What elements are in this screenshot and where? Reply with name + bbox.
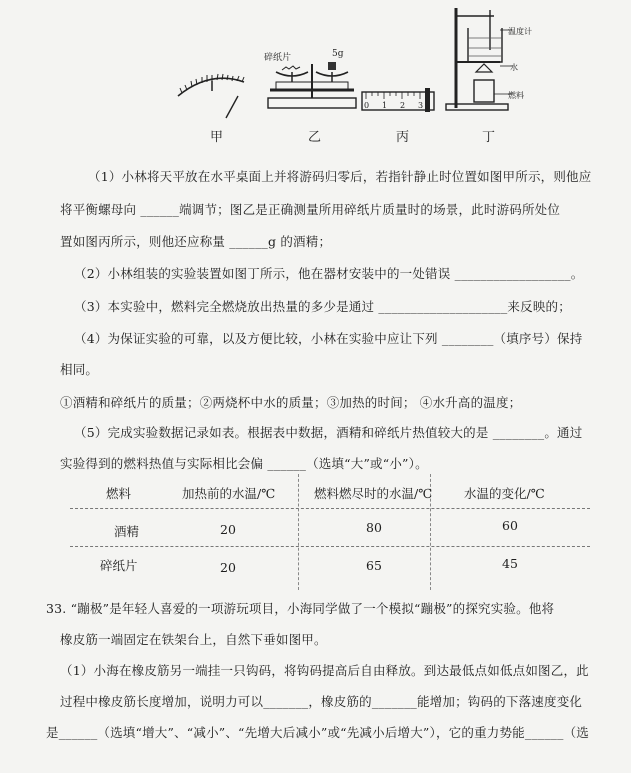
table-header-after: 燃料燃尽时的水温/℃ <box>314 486 433 501</box>
yi-label-weight: 5g <box>332 49 344 59</box>
table-cell-alcohol: 酒精 <box>114 524 140 539</box>
bing-tick-1: 1 <box>382 101 388 110</box>
caption-ding: 丁 <box>482 130 496 145</box>
table-cell-alcohol-after: 80 <box>366 520 382 535</box>
q32-part1-line2: 将平衡螺母向 ______端调节；图乙是正确测量所用碎纸片质量时的场景，此时游码所处位 <box>60 202 561 217</box>
ding-label-thermometer: 温度计 <box>508 27 532 36</box>
figure-jia-dial <box>178 74 244 118</box>
figure-ding-apparatus <box>446 8 532 110</box>
figure-yi-balance <box>264 49 356 108</box>
q32-part4-line1: （4）为保证实验的可靠，以及方便比较，小林在实验中应让下列 ________（填序号）保持 <box>74 331 583 346</box>
table-cell-paper-after: 65 <box>366 558 382 573</box>
yi-label-paper: 碎纸片 <box>264 53 292 63</box>
ding-label-fuel: 燃料 <box>508 91 524 100</box>
caption-bing: 丙 <box>396 130 410 145</box>
table-header-change: 水温的变化/℃ <box>464 486 545 501</box>
q32-part1-line3: 置如图丙所示，则他还应称量 ______g 的酒精； <box>60 234 332 249</box>
q32-part3: （3）本实验中，燃料完全燃烧放出热量的多少是通过 ____________________来反映的； <box>74 299 571 314</box>
table-cell-paper-change: 45 <box>502 556 518 571</box>
q33-part1-line3: 是______（选填“增大”、“减小”、“先增大后减小”或“先减小后增大”），它的重力势能______（选 <box>46 725 589 740</box>
caption-yi: 乙 <box>308 130 322 145</box>
q32-part2: （2）小林组装的实验装置如图丁所示，他在器材安装中的一处错误 __________________。 <box>74 266 584 281</box>
q33-part1-line2: 过程中橡皮筋长度增加，说明力可以_______，橡皮筋的_______能增加；钩码的下落速度变化 <box>60 694 583 709</box>
q33-intro-line2: 橡皮筋一端固定在铁架台上，自然下垂如图甲。 <box>60 632 327 647</box>
figure-row <box>0 0 631 150</box>
q32-part5-line1: （5）完成实验数据记录如表。根据表中数据，酒精和碎纸片热值较大的是 ________。通过 <box>74 425 583 440</box>
bing-tick-0: 0 <box>364 101 370 110</box>
q33-intro-line1: 33. “蹦极”是年轻人喜爱的一项游玩项目，小海同学做了一个模拟“蹦极”的探究实验。他将 <box>46 601 555 616</box>
caption-jia: 甲 <box>210 130 224 145</box>
table-header-before: 加热前的水温/℃ <box>182 486 276 501</box>
q32-part5-line2: 实验得到的燃料热值与实际相比会偏 ______（选填“大”或“小”）。 <box>60 456 428 471</box>
q32-part4-line2: 相同。 <box>60 362 99 377</box>
table-header-fuel: 燃料 <box>106 486 132 501</box>
q32-options: ①酒精和碎纸片的质量；②两烧杯中水的质量；③加热的时间； ④水升高的温度； <box>60 395 522 410</box>
table-cell-paper: 碎纸片 <box>100 558 138 573</box>
bing-tick-3: 3 <box>418 101 424 110</box>
bing-tick-2: 2 <box>400 101 406 110</box>
ding-label-water: 水 <box>510 63 518 72</box>
figure-bing-scale <box>362 88 434 112</box>
q33-part1-line1: （1）小海在橡皮筋另一端挂一只钩码，将钩码提高后自由释放。到达最低点如低点如图乙，此 <box>60 663 589 678</box>
q32-part1-line1: （1）小林将天平放在水平桌面上并将游码归零后，若指针静止时位置如图甲所示，则他应 <box>88 169 592 184</box>
table-cell-alcohol-before: 20 <box>220 522 236 537</box>
table-cell-alcohol-change: 60 <box>502 518 518 533</box>
table-cell-paper-before: 20 <box>220 560 236 575</box>
data-table <box>70 474 590 590</box>
